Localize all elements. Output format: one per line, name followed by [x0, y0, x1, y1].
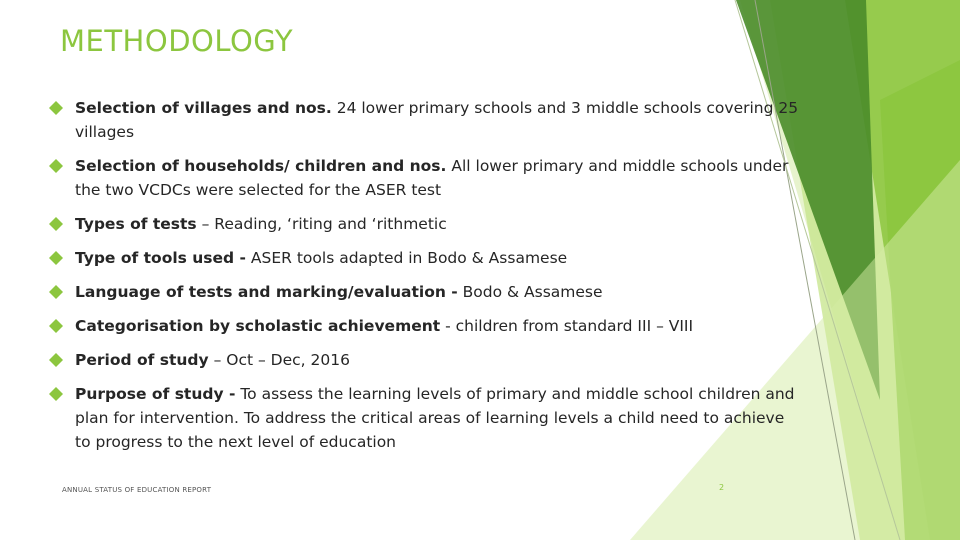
- bullet-bold-text: Selection of households/ children and nos.: [75, 157, 447, 175]
- bullet-text: – Oct – Dec, 2016: [208, 351, 350, 369]
- bullet-bold-text: Purpose of study -: [75, 385, 236, 403]
- bullet-text: 24 lower primary schools and 3 middle schools covering 25 villages: [75, 99, 799, 141]
- diamond-bullet-icon: [49, 387, 63, 401]
- diamond-bullet-icon: [49, 101, 63, 115]
- bullet-item: [48, 212, 800, 236]
- bullet-item: [48, 96, 800, 144]
- diamond-bullet-icon: [49, 353, 63, 367]
- bullet-bold-text: Types of tests: [75, 215, 197, 233]
- slide-footer: ANNUAL STATUS OF EDUCATION REPORT: [62, 486, 212, 494]
- bullet-bold-text: Categorisation by scholastic achievement: [75, 317, 441, 335]
- bullet-item: [48, 280, 800, 304]
- bullet-text: – Reading, ‘riting and ‘rithmetic: [196, 215, 447, 233]
- diamond-bullet-icon: [49, 319, 63, 333]
- bullet-text: Bodo & Assamese: [457, 283, 603, 301]
- slide-title: METHODOLOGY: [60, 24, 294, 58]
- bullet-item: [48, 348, 800, 372]
- bullet-bold-text: Type of tools used -: [75, 249, 246, 267]
- diamond-bullet-icon: [49, 159, 63, 173]
- bullet-item: [48, 382, 800, 454]
- bullet-bold-text: Language of tests and marking/evaluation -: [75, 283, 458, 301]
- diamond-bullet-icon: [49, 251, 63, 265]
- bullet-text: ASER tools adapted in Bodo & Assamese: [245, 249, 568, 267]
- bullet-item: [48, 314, 800, 338]
- bullet-item: [48, 246, 800, 270]
- diamond-bullet-icon: [49, 285, 63, 299]
- diamond-bullet-icon: [49, 217, 63, 231]
- bullet-list: [48, 96, 800, 464]
- bullet-text: To assess the learning levels of primary and middle school children and plan for intervention. To address the critical areas of learning levels a child need to achieve to progress to the next level of education: [75, 385, 795, 451]
- page-number: 2: [719, 483, 725, 492]
- bullet-text: All lower primary and middle schools under the two VCDCs were selected for the ASER test: [75, 157, 789, 199]
- bullet-bold-text: Selection of villages and nos.: [75, 99, 332, 117]
- bullet-bold-text: Period of study: [75, 351, 209, 369]
- bullet-text: - children from standard III – VIII: [440, 317, 694, 335]
- bullet-item: [48, 154, 800, 202]
